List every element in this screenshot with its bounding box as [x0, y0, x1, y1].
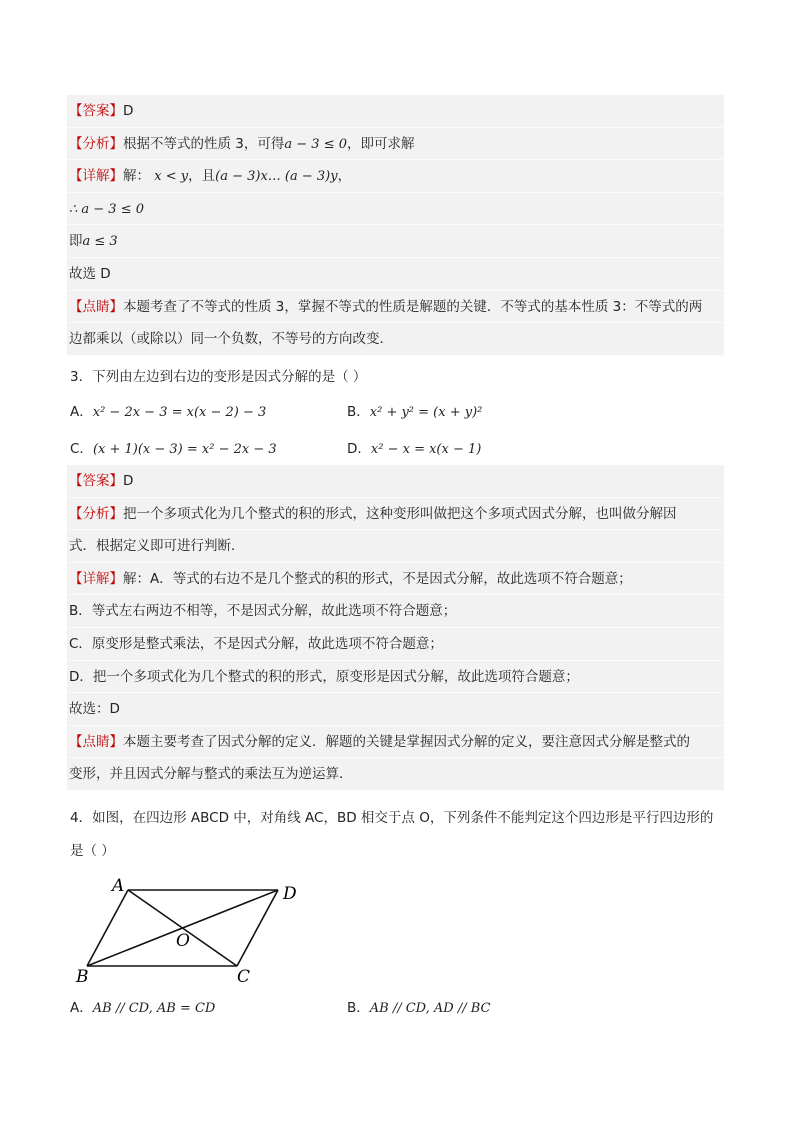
detail-text: 解：A．等式的右边不是几个整式的积的形式，不是因式分解，故此选项不符合题意； [123, 570, 632, 587]
detail-line [67, 160, 724, 193]
choose-text: 故选 D [69, 265, 111, 282]
q3-option-c-label: C． [70, 441, 93, 457]
q4-option-b[interactable] [347, 997, 490, 1019]
vertex-label-a: A [112, 876, 125, 896]
analysis-tag: 【分析】 [69, 135, 123, 152]
analysis-text-2: 式．根据定义即可进行判断． [69, 538, 245, 555]
detail-text-c: C．原变形是整式乘法，不是因式分解，故此选项不符合题意； [69, 635, 443, 652]
analysis-tag: 【分析】 [69, 505, 123, 522]
q4-option-b-math: AB // CD, AD // BC [369, 1001, 491, 1016]
comment-line-2 [67, 323, 724, 356]
detail-pre: 解： [123, 168, 150, 185]
comment-line-2 [67, 758, 724, 791]
q3-option-d-math: x² − x = x(x − 1) [370, 442, 482, 457]
answer-text: D [123, 473, 134, 489]
q4-option-a-label: A． [70, 1000, 93, 1016]
answer-text: D [123, 103, 134, 119]
choose-text: 故选：D [69, 701, 120, 718]
vertex-label-d: D [283, 884, 297, 904]
analysis-pre: 根据不等式的性质 3，可得 [123, 135, 285, 152]
comment-text-1: 本题主要考查了因式分解的定义．解题的关键是掌握因式分解的定义，要注意因式分解是整式的 [123, 733, 690, 750]
analysis-line-1 [67, 498, 724, 531]
comment-text-2: 边都乘以（或除以）同一个负数，不等号的方向改变． [69, 331, 393, 348]
solution-block-q2 [67, 95, 724, 356]
detail-math1: x < y [154, 169, 189, 185]
detail-tag: 【详解】 [69, 570, 123, 587]
choose-line [67, 258, 724, 291]
detail-line-b [67, 595, 724, 628]
detail-math2: (a − 3)x… (a − 3)y [215, 169, 338, 185]
q3-option-b-label: B． [347, 404, 370, 420]
detail-mid: ，且 [188, 168, 216, 185]
diagonal-bd [87, 890, 278, 966]
analysis-line [67, 128, 724, 161]
comment-tag: 【点睛】 [69, 298, 123, 315]
result-math: a ≤ 3 [82, 234, 118, 250]
answer-tag: 【答案】 [69, 103, 123, 119]
q4-option-a-math: AB // CD, AB = CD [92, 1001, 216, 1016]
solution-block-q3 [67, 465, 724, 791]
analysis-line-2 [67, 530, 724, 563]
analysis-text-1: 把一个多项式化为几个整式的积的形式，这种变形叫做把这个多项式因式分解，也叫做分解因 [123, 505, 677, 522]
therefore-line [67, 193, 724, 226]
comment-line-1 [67, 726, 724, 759]
q3-option-c-math: (x + 1)(x − 3) = x² − 2x − 3 [92, 442, 277, 457]
vertex-label-b: B [76, 967, 89, 987]
q4-option-b-label: B． [347, 1000, 370, 1016]
therefore-math: ∴ a − 3 ≤ 0 [69, 201, 145, 217]
detail-tag: 【详解】 [69, 168, 123, 185]
q3-option-a-label: A． [70, 404, 93, 420]
result-pre: 即 [69, 233, 83, 250]
detail-line-c [67, 628, 724, 661]
parallelogram-figure [70, 872, 310, 987]
result-line [67, 225, 724, 258]
q3-option-a[interactable] [70, 401, 266, 423]
question-4-stem-2: 是（ ） [70, 843, 115, 859]
detail-post: ， [337, 168, 352, 185]
answer-line [67, 465, 724, 498]
q3-option-a-math: x² − 2x − 3 = x(x − 2) − 3 [92, 405, 267, 420]
q3-option-b[interactable] [347, 401, 482, 423]
analysis-math: a − 3 ≤ 0 [284, 136, 347, 152]
q3-option-b-math: x² + y² = (x + y)² [369, 405, 483, 420]
comment-text-2: 变形，并且因式分解与整式的乘法互为逆运算． [69, 766, 353, 783]
detail-line-d [67, 661, 724, 694]
detail-line [67, 563, 724, 596]
choose-line [67, 693, 724, 726]
question-3-stem: 3．下列由左边到右边的变形是因式分解的是（ ） [70, 369, 367, 385]
detail-text-d: D．把一个多项式化为几个整式的积的形式，原变形是因式分解，故此选项符合题意； [69, 668, 579, 685]
q3-option-d-label: D． [347, 441, 371, 457]
comment-tag: 【点睛】 [69, 733, 123, 750]
center-label-o: O [176, 931, 190, 951]
q3-option-d[interactable] [347, 438, 481, 460]
q4-option-a[interactable] [70, 997, 215, 1019]
edge-ab [87, 890, 128, 966]
comment-text-1: 本题考查了不等式的性质 3，掌握不等式的性质是解题的关键．不等式的基本性质 3：不等式的两 [123, 298, 703, 315]
detail-text-b: B．等式左右两边不相等，不是因式分解，故此选项不符合题意； [69, 603, 457, 620]
answer-tag: 【答案】 [69, 473, 123, 489]
q3-option-c[interactable] [70, 438, 277, 460]
analysis-post: ，即可求解 [347, 135, 415, 152]
comment-line-1 [67, 291, 724, 324]
edge-dc [237, 890, 278, 966]
vertex-label-c: C [237, 967, 251, 987]
question-4-stem-1: 4．如图，在四边形 ABCD 中，对角线 AC，BD 相交于点 O，下列条件不能判定这个四边形是平行四边形的 [70, 810, 714, 826]
answer-line [67, 95, 724, 128]
